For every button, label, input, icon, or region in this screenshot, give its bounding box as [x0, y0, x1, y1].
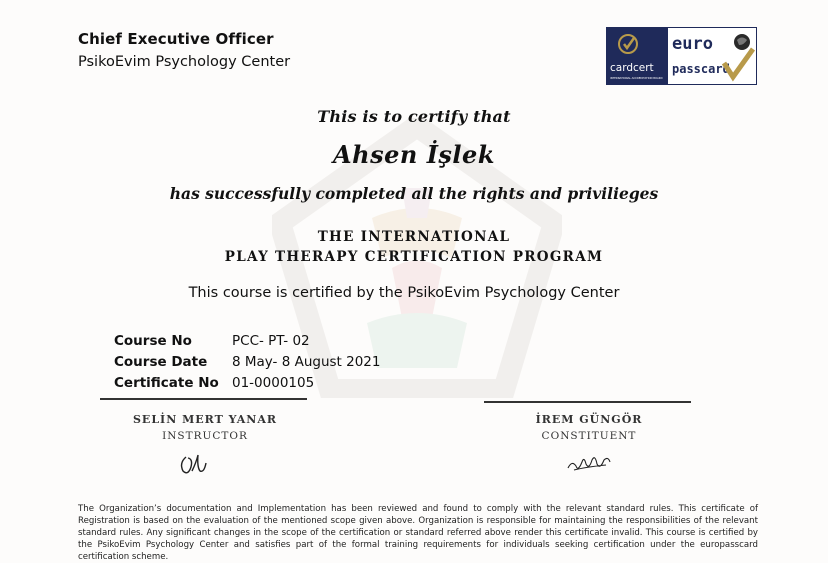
completion-line: has successfully completed all the rights and privilieges — [169, 184, 659, 203]
course-no-value: PCC- PT- 02 — [232, 332, 310, 349]
passcard-text: passcard — [672, 62, 730, 76]
course-no-row — [114, 330, 381, 351]
header-subtitle: PsikoEvim Psychology Center — [78, 54, 291, 70]
instructor-signature — [176, 449, 212, 479]
right-signature-line — [484, 401, 691, 403]
constituent-name: İREM GÜNGÖR — [535, 413, 643, 426]
accreditation-logos — [606, 27, 757, 85]
header-title: Chief Executive Officer — [78, 30, 274, 48]
cardcert-subtext: INTERNATIONAL ACCREDITATION BOARD — [610, 77, 663, 80]
cardcert-text: cardcert — [610, 62, 654, 74]
constituent-role: CONSTITUENT — [541, 430, 637, 442]
certificate-no-label: Certificate No — [114, 374, 219, 391]
certified-by-text: This course is certified by the PsikoEvim Psychology Center — [188, 285, 620, 301]
course-no-label: Course No — [114, 332, 192, 349]
certificate-no-value: 01-0000105 — [232, 374, 315, 391]
course-date-value: 8 May- 8 August 2021 — [232, 353, 381, 370]
course-info — [114, 330, 381, 393]
program-title-line1: THE INTERNATIONAL — [317, 229, 511, 245]
constituent-signature — [564, 450, 614, 476]
recipient-name: Ahsen İşlek — [333, 140, 495, 169]
program-title-line2: PLAY THERAPY CERTIFICATION PROGRAM — [224, 249, 604, 265]
footer-disclaimer: The Organization’s documentation and Implementation has been reviewed and found to comply with the relevant standard rules. This certificate of Registration is based on the evaluation of the mentioned scope given above. Organization is responsible for maintaining the responsibilities of the relevant standard rules. Any significant changes in the scope of the certification or standard referred above render this certificate invalid. This course is certified by the PsikoEvim Psychology Center and satisfies part of the formal training requirements for individuals seeking certification under the europasscard certification scheme. — [78, 504, 758, 563]
left-signature-line — [100, 398, 307, 400]
course-date-row — [114, 351, 381, 372]
certify-line: This is to certify that — [317, 107, 511, 126]
euro-text: euro — [672, 34, 713, 54]
certificate-no-row — [114, 372, 381, 393]
instructor-name: SELİN MERT YANAR — [132, 413, 278, 426]
course-date-label: Course Date — [114, 353, 208, 370]
instructor-role: INSTRUCTOR — [162, 430, 248, 442]
